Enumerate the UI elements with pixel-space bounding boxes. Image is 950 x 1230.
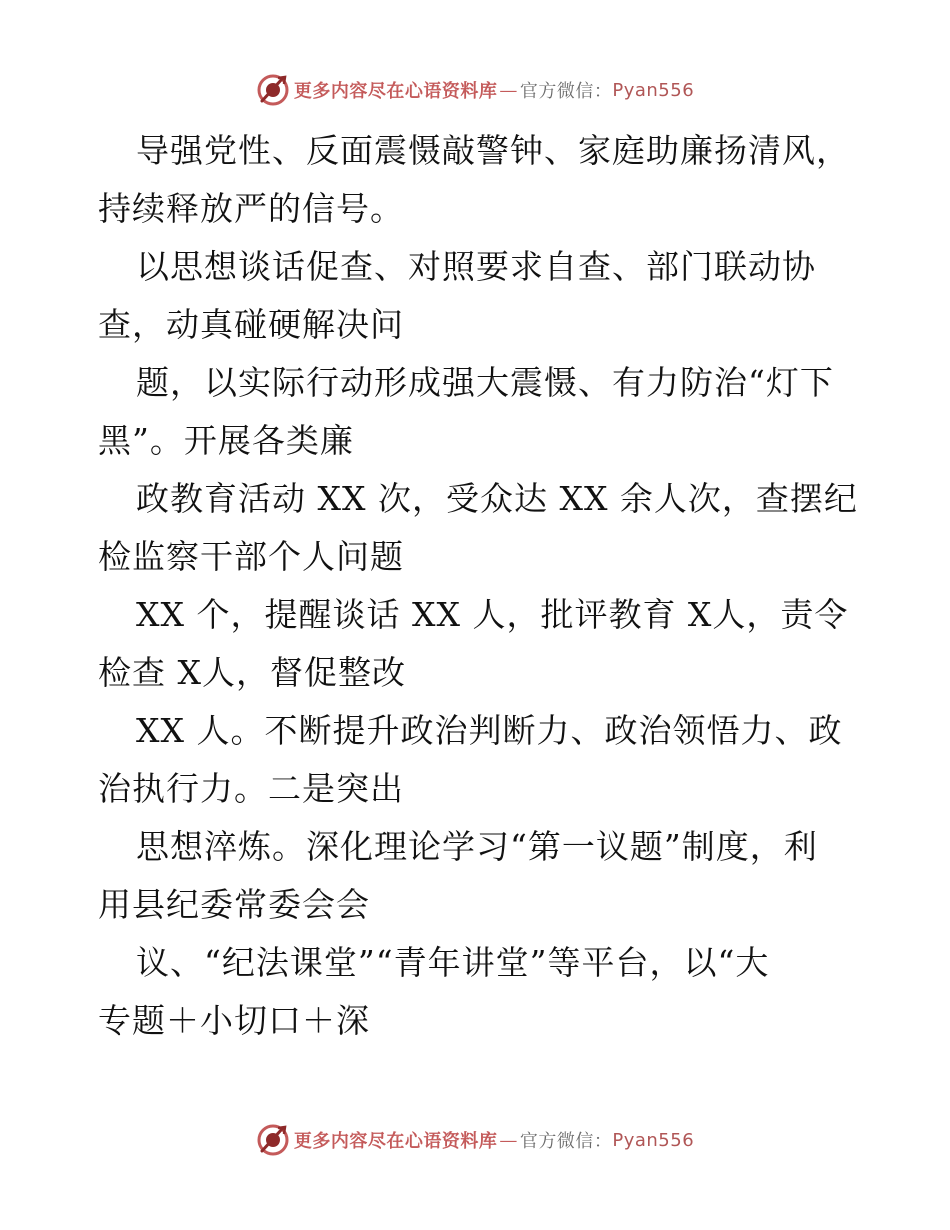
- footer-watermark-banner: [0, 1120, 950, 1160]
- paragraph-3: [98, 354, 858, 470]
- paragraph-2: [98, 238, 858, 354]
- banner-wechat-account: Pyan556: [612, 1129, 695, 1151]
- banner-dash: —: [499, 79, 518, 101]
- logo-icon: [256, 1123, 290, 1157]
- paragraph-8-continuation: 专题＋小切口＋深: [98, 1001, 370, 1040]
- paragraph-1-first-line: 导强党性、反面震慑敲警钟、家庭助廉扬清风，: [136, 131, 850, 170]
- banner-wechat-account: Pyan556: [612, 79, 695, 101]
- banner-wechat-label: 官方微信：: [519, 1131, 613, 1152]
- document-body: [98, 122, 858, 1050]
- paragraph-7-first-line: 思想淬炼。深化理论学习“第一议题”制度，利: [136, 827, 818, 866]
- paragraph-5: [98, 586, 858, 702]
- paragraph-6: [98, 702, 858, 818]
- paragraph-4-first-line: 政教育活动 XX 次，受众达 XX 余人次，查摆纪: [136, 479, 858, 518]
- paragraph-3-first-line: 题，以实际行动形成强大震慑、有力防治“灯下: [136, 363, 834, 402]
- banner-wechat-label: 官方微信：: [519, 81, 613, 102]
- paragraph-6-continuation: 治执行力。二是突出: [98, 769, 404, 808]
- paragraph-5-first-line: XX 个，提醒谈话 XX 人，批评教育 X人，责令: [136, 595, 849, 634]
- paragraph-2-continuation: 查，动真碰硬解决问: [98, 305, 404, 344]
- paragraph-7: [98, 818, 858, 934]
- banner-dash: —: [499, 1129, 518, 1151]
- banner-site-name: 更多内容尽在心语资料库: [293, 1131, 498, 1152]
- paragraph-3-continuation: 黑”。开展各类廉: [98, 421, 354, 460]
- paragraph-5-continuation: 检查 X人，督促整改: [98, 653, 406, 692]
- paragraph-2-first-line: 以思想谈话促查、对照要求自查、部门联动协: [136, 247, 816, 286]
- paragraph-8: [98, 934, 858, 1050]
- logo-icon: [256, 73, 290, 107]
- paragraph-4-continuation: 检监察干部个人问题: [98, 537, 404, 576]
- paragraph-7-continuation: 用县纪委常委会会: [98, 885, 370, 924]
- header-watermark-banner: [0, 70, 950, 110]
- paragraph-4: [98, 470, 858, 586]
- paragraph-6-first-line: XX 人。不断提升政治判断力、政治领悟力、政: [136, 711, 843, 750]
- banner-site-name: 更多内容尽在心语资料库: [293, 81, 498, 102]
- paragraph-1: [98, 122, 858, 238]
- paragraph-8-first-line: 议、“纪法课堂”“青年讲堂”等平台，以“大: [136, 943, 770, 982]
- paragraph-1-continuation: 持续释放严的信号。: [98, 189, 404, 228]
